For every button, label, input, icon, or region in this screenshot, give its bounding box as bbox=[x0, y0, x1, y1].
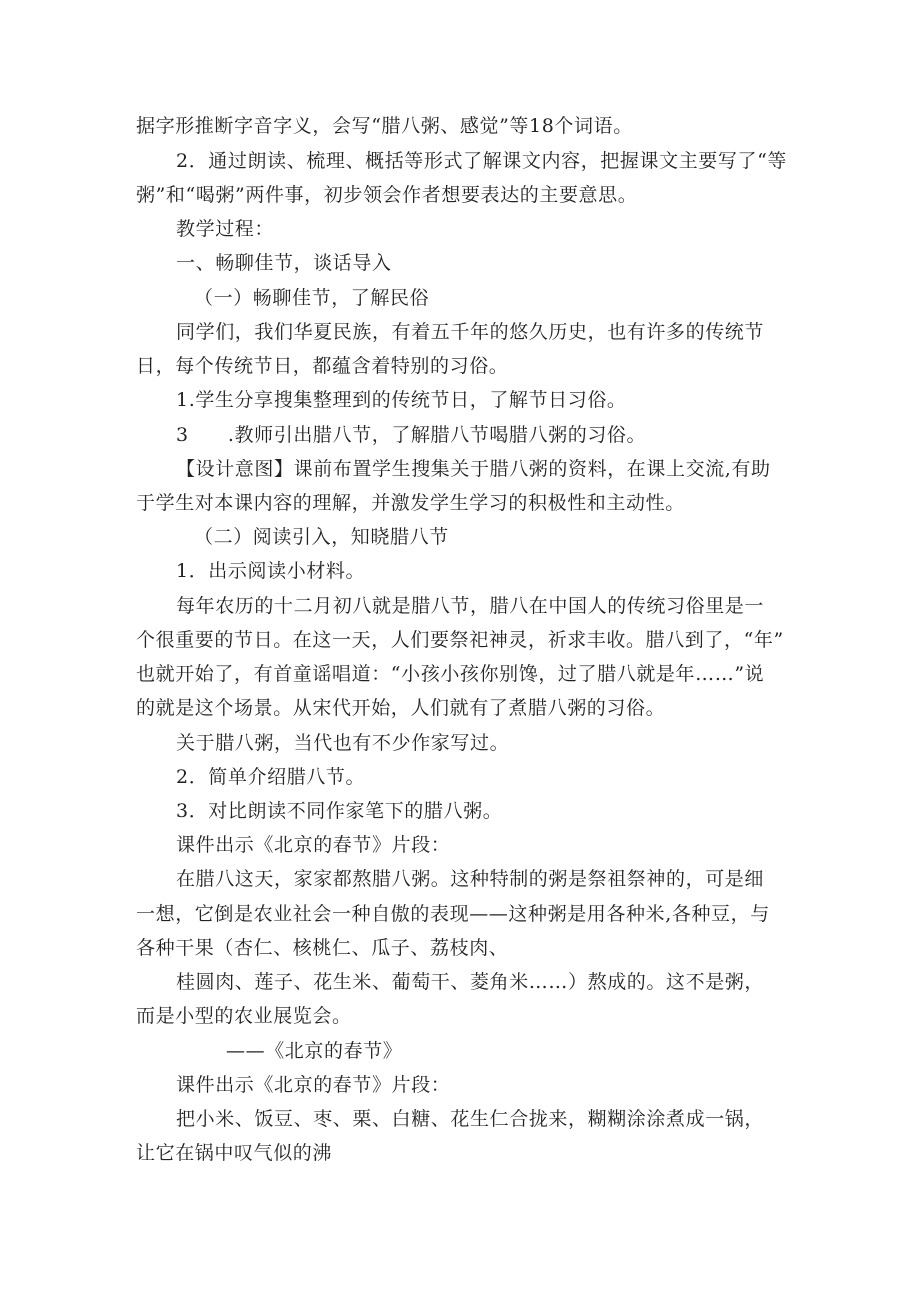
text-line: 1．出示阅读小材料。 bbox=[176, 560, 366, 582]
text-line: 把小米、饭豆、枣、栗、白糖、花生仁合拢来，糊糊涂涂煮成一锅， bbox=[176, 1108, 765, 1130]
text-line: 课件出示《北京的春节》片段： bbox=[176, 1074, 451, 1096]
subsection-heading: （二）阅读引入，知晓腊八节 bbox=[194, 526, 449, 548]
text-line: 课件出示《北京的春节》片段： bbox=[176, 834, 451, 856]
text-line: 3 .教师引出腊八节，了解腊八节喝腊八粥的习俗。 bbox=[176, 424, 647, 446]
text-line: 个很重要的节日。在这一天，人们要祭祀神灵，祈求丰收。腊八到了，“年” bbox=[136, 629, 784, 651]
text-line: 桂圆肉、莲子、花生米、葡萄干、菱角米……）熬成的。这不是粥， bbox=[176, 971, 765, 993]
text-line: 也就开始了，有首童谣唱道：“小孩小孩你别馋，过了腊八就是年……”说 bbox=[136, 663, 765, 685]
text-line: 1.学生分享搜集整理到的传统节日，了解节日习俗。 bbox=[176, 389, 627, 411]
text-line: 各种干果（杏仁、核桃仁、瓜子、荔枝肉、 bbox=[136, 937, 509, 959]
text-line: 于学生对本课内容的理解，并激发学生学习的积极性和主动性。 bbox=[136, 492, 685, 514]
text-line: 【设计意图】课前布置学生搜集关于腊八粥的资料，在课上交流,有助 bbox=[176, 458, 771, 480]
text-line: 一想，它倒是农业社会一种自傲的表现——这种粥是用各种米,各种豆，与 bbox=[136, 903, 770, 925]
quote-source: ——《北京的春节》 bbox=[226, 1040, 403, 1062]
text-line: 3．对比朗读不同作家笔下的腊八粥。 bbox=[176, 800, 503, 822]
text-line: 在腊八这天，家家都熬腊八粥。这种特制的粥是祭祖祭神的，可是细 bbox=[176, 868, 765, 890]
text-line: 而是小型的农业展览会。 bbox=[136, 1005, 352, 1027]
text-line: 据字形推断字音字义，会写“腊八粥、感觉”等18个词语。 bbox=[136, 115, 633, 137]
section-heading: 教学过程： bbox=[176, 218, 275, 240]
section-heading: 一、畅聊佳节，谈话导入 bbox=[176, 252, 392, 274]
text-line: 的就是这个场景。从宋代开始，人们就有了煮腊八粥的习俗。 bbox=[136, 697, 666, 719]
text-line: 让它在锅中叹气似的沸 bbox=[136, 1142, 333, 1164]
text-line: 日，每个传统节日，都蕴含着特别的习俗。 bbox=[136, 355, 509, 377]
text-line: 2．简单介绍腊八节。 bbox=[176, 766, 366, 788]
text-line: 每年农历的十二月初八就是腊八节，腊八在中国人的传统习俗里是一 bbox=[176, 595, 765, 617]
text-line: 2．通过朗读、梳理、概括等形式了解课文内容，把握课文主要写了“等 bbox=[176, 150, 788, 172]
text-line: 粥”和“喝粥”两件事，初步领会作者想要表达的主要意思。 bbox=[136, 184, 638, 206]
subsection-heading: （一）畅聊佳节，了解民俗 bbox=[194, 287, 430, 309]
text-line: 同学们，我们华夏民族，有着五千年的悠久历史，也有许多的传统节 bbox=[176, 321, 765, 343]
text-line: 关于腊八粥，当代也有不少作家写过。 bbox=[176, 732, 510, 754]
